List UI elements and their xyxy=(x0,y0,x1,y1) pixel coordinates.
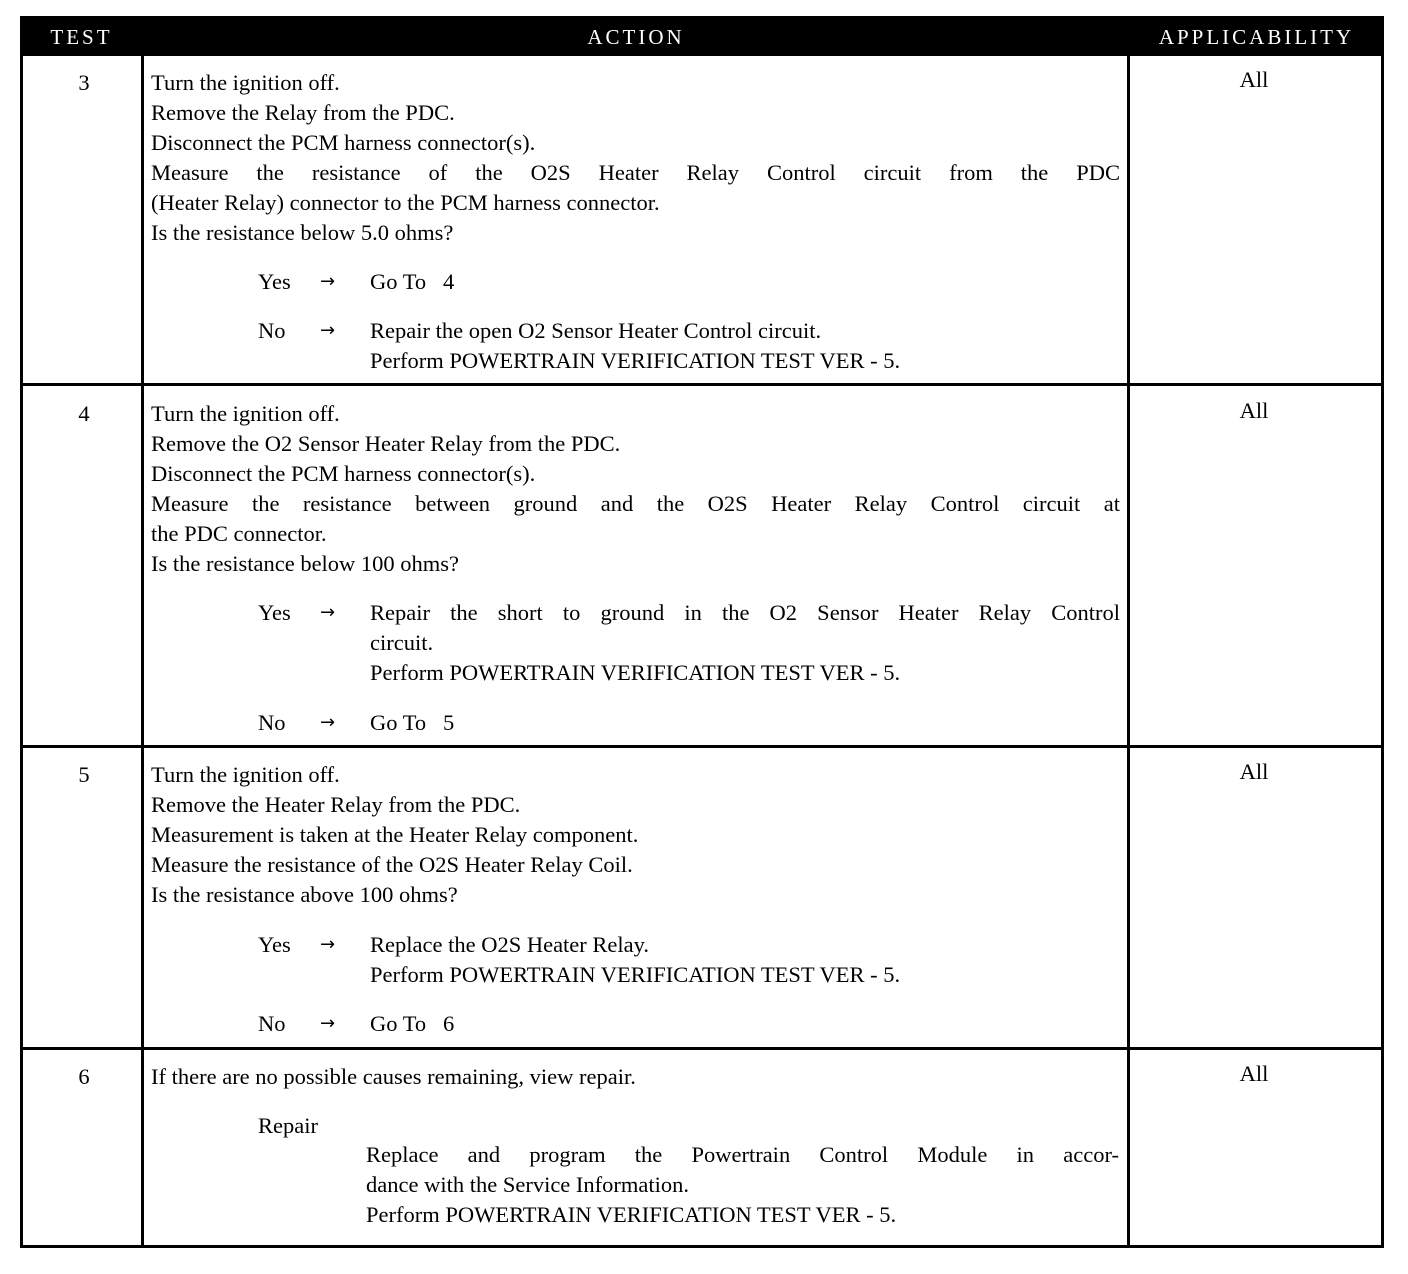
arrow-icon: → xyxy=(320,1013,336,1034)
step-text: Remove the Heater Relay from the PDC. xyxy=(151,792,521,817)
test-number: 4 xyxy=(78,401,90,426)
question-text: Is the resistance below 5.0 ohms? xyxy=(151,220,454,245)
step-text: If there are no possible causes remaining, view repair. xyxy=(151,1064,636,1089)
arrow-icon: → xyxy=(320,602,336,623)
step-text: Disconnect the PCM harness connector(s). xyxy=(151,130,536,155)
test-number: 6 xyxy=(78,1064,90,1089)
row-divider xyxy=(20,745,1384,748)
step-text: Turn the ignition off. xyxy=(151,762,340,787)
yes-result: Replace the O2S Heater Relay. xyxy=(370,932,650,957)
applicability: All xyxy=(1239,398,1269,423)
question-text: Is the resistance above 100 ohms? xyxy=(151,882,458,907)
repair-text: dance with the Service Information. xyxy=(366,1172,690,1197)
step-text: Measure the resistance of the O2S Heater Relay Coil. xyxy=(151,852,633,877)
step-text: (Heater Relay) connector to the PCM harness connector. xyxy=(151,190,660,215)
question-text: Is the resistance below 100 ohms? xyxy=(151,551,460,576)
step-text: Disconnect the PCM harness connector(s). xyxy=(151,461,536,486)
arrow-icon: → xyxy=(320,271,336,292)
yes-result: Go To 4 xyxy=(370,269,455,294)
no-label: No xyxy=(258,318,286,343)
applicability: All xyxy=(1239,759,1269,784)
table-header xyxy=(20,16,1384,56)
step-text: Turn the ignition off. xyxy=(151,70,340,95)
step-text: Measure the resistance of the O2S Heater Relay Control circuit from the PDC xyxy=(151,160,1120,185)
row-divider xyxy=(20,383,1384,386)
arrow-icon: → xyxy=(320,934,336,955)
no-label: No xyxy=(258,710,286,735)
applicability: All xyxy=(1239,67,1269,92)
applicability: All xyxy=(1239,1061,1269,1086)
header-action: ACTION xyxy=(587,25,685,49)
header-applicability: APPLICABILITY xyxy=(1158,25,1355,49)
yes-result: Repair the short to ground in the O2 Sensor Heater Relay Control xyxy=(370,600,1120,625)
header-test: TEST xyxy=(50,25,113,49)
yes-label: Yes xyxy=(258,600,291,625)
no-result: Go To 5 xyxy=(370,710,455,735)
yes-label: Yes xyxy=(258,269,291,294)
yes-result: Perform POWERTRAIN VERIFICATION TEST VER - 5. xyxy=(370,660,901,685)
no-result: Perform POWERTRAIN VERIFICATION TEST VER - 5. xyxy=(370,348,901,373)
step-text: Remove the Relay from the PDC. xyxy=(151,100,455,125)
step-text: the PDC connector. xyxy=(151,521,327,546)
step-text: Measurement is taken at the Heater Relay component. xyxy=(151,822,639,847)
test-number: 3 xyxy=(78,70,90,95)
no-result: Repair the open O2 Sensor Heater Control circuit. xyxy=(370,318,822,343)
yes-result: circuit. xyxy=(370,630,434,655)
repair-text: Replace and program the Powertrain Control Module in accor- xyxy=(366,1142,1119,1167)
arrow-icon: → xyxy=(320,712,336,733)
yes-result: Perform POWERTRAIN VERIFICATION TEST VER - 5. xyxy=(370,962,901,987)
repair-text: Perform POWERTRAIN VERIFICATION TEST VER - 5. xyxy=(366,1202,897,1227)
repair-label: Repair xyxy=(258,1113,318,1138)
yes-label: Yes xyxy=(258,932,291,957)
test-number: 5 xyxy=(78,762,90,787)
step-text: Remove the O2 Sensor Heater Relay from the PDC. xyxy=(151,431,621,456)
step-text: Measure the resistance between ground and the O2S Heater Relay Control circuit at xyxy=(151,491,1120,516)
no-label: No xyxy=(258,1011,286,1036)
row-divider xyxy=(20,1047,1384,1050)
no-result: Go To 6 xyxy=(370,1011,455,1036)
arrow-icon: → xyxy=(320,320,336,341)
step-text: Turn the ignition off. xyxy=(151,401,340,426)
